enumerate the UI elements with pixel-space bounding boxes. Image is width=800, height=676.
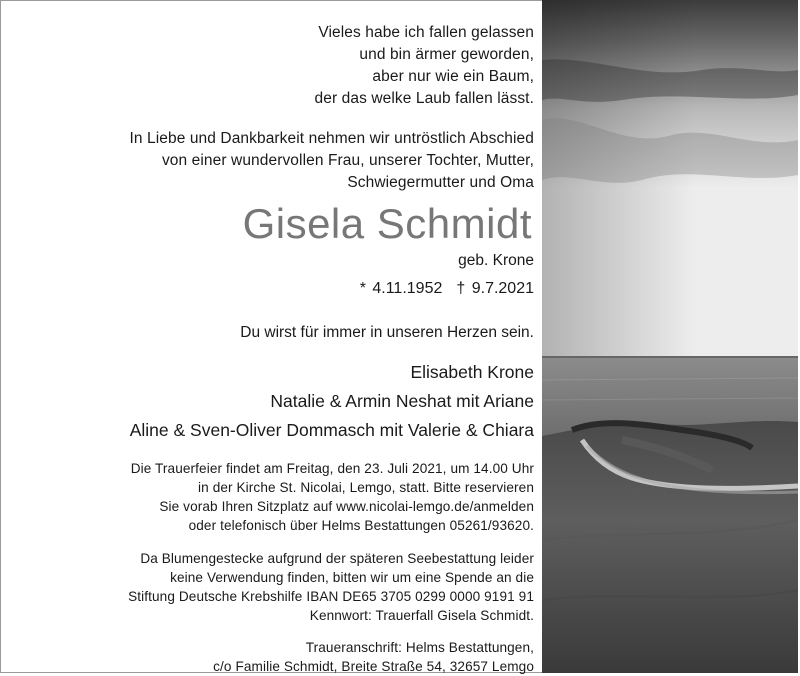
death-date: † 9.7.2021 [456,280,534,297]
address-line: Traueranschrift: Helms Bestattungen, [305,640,534,655]
poem [20,22,534,110]
service-line: oder telefonisch über Helms Bestattungen 05261/93620. [188,518,534,533]
mourner: Aline & Sven-Oliver Dommasch mit Valerie & Chiara [129,420,534,440]
service-line: Die Trauerfeier findet am Freitag, den 23. Juli 2021, um 14.00 Uhr [130,461,534,476]
birth-date: * 4.11.1952 [359,280,443,297]
mourners-list [20,358,534,445]
mourner: Elisabeth Krone [410,362,534,382]
address-line: c/o Familie Schmidt, Breite Straße 54, 32657 Lemgo [213,659,534,674]
poem-line: Vieles habe ich fallen gelassen [318,24,534,41]
intro-line: In Liebe und Dankbarkeit nehmen wir untröstlich Abschied [129,130,534,147]
beach-seascape-photo [542,0,798,673]
poem-line: aber nur wie ein Baum, [372,68,534,85]
intro-line: Schwiegermutter und Oma [347,174,534,191]
seascape-image [542,0,798,673]
donation-line: keine Verwendung finden, bitten wir um eine Spende an die [170,570,534,585]
service-line: in der Kirche St. Nicolai, Lemgo, statt. Bitte reservieren [198,480,534,495]
mourner: Natalie & Armin Neshat mit Ariane [270,391,534,411]
poem-line: und bin ärmer geworden, [359,46,534,63]
obituary-text-column [20,22,534,676]
funeral-service-info [20,459,534,535]
donation-line: Kennwort: Trauerfall Gisela Schmidt. [309,608,534,623]
donation-line: Da Blumengestecke aufgrund der späteren Seebestattung leider [140,551,534,566]
life-dates [20,278,534,300]
memorial-quote: Du wirst für immer in unseren Herzen sein. [240,324,534,341]
donation-info [20,549,534,625]
intro-line: von einer wundervollen Frau, unserer Tochter, Mutter, [161,152,534,169]
mourning-address [20,638,534,676]
maiden-name: geb. Krone [458,252,534,269]
service-line: Sie vorab Ihren Sitzplatz auf www.nicolai-lemgo.de/anmelden [159,499,534,514]
poem-line: der das welke Laub fallen lässt. [314,90,534,107]
farewell-intro [20,128,534,194]
donation-line: Stiftung Deutsche Krebshilfe IBAN DE65 3705 0299 0000 9191 91 [128,589,534,604]
deceased-name: Gisela Schmidt [242,200,532,247]
